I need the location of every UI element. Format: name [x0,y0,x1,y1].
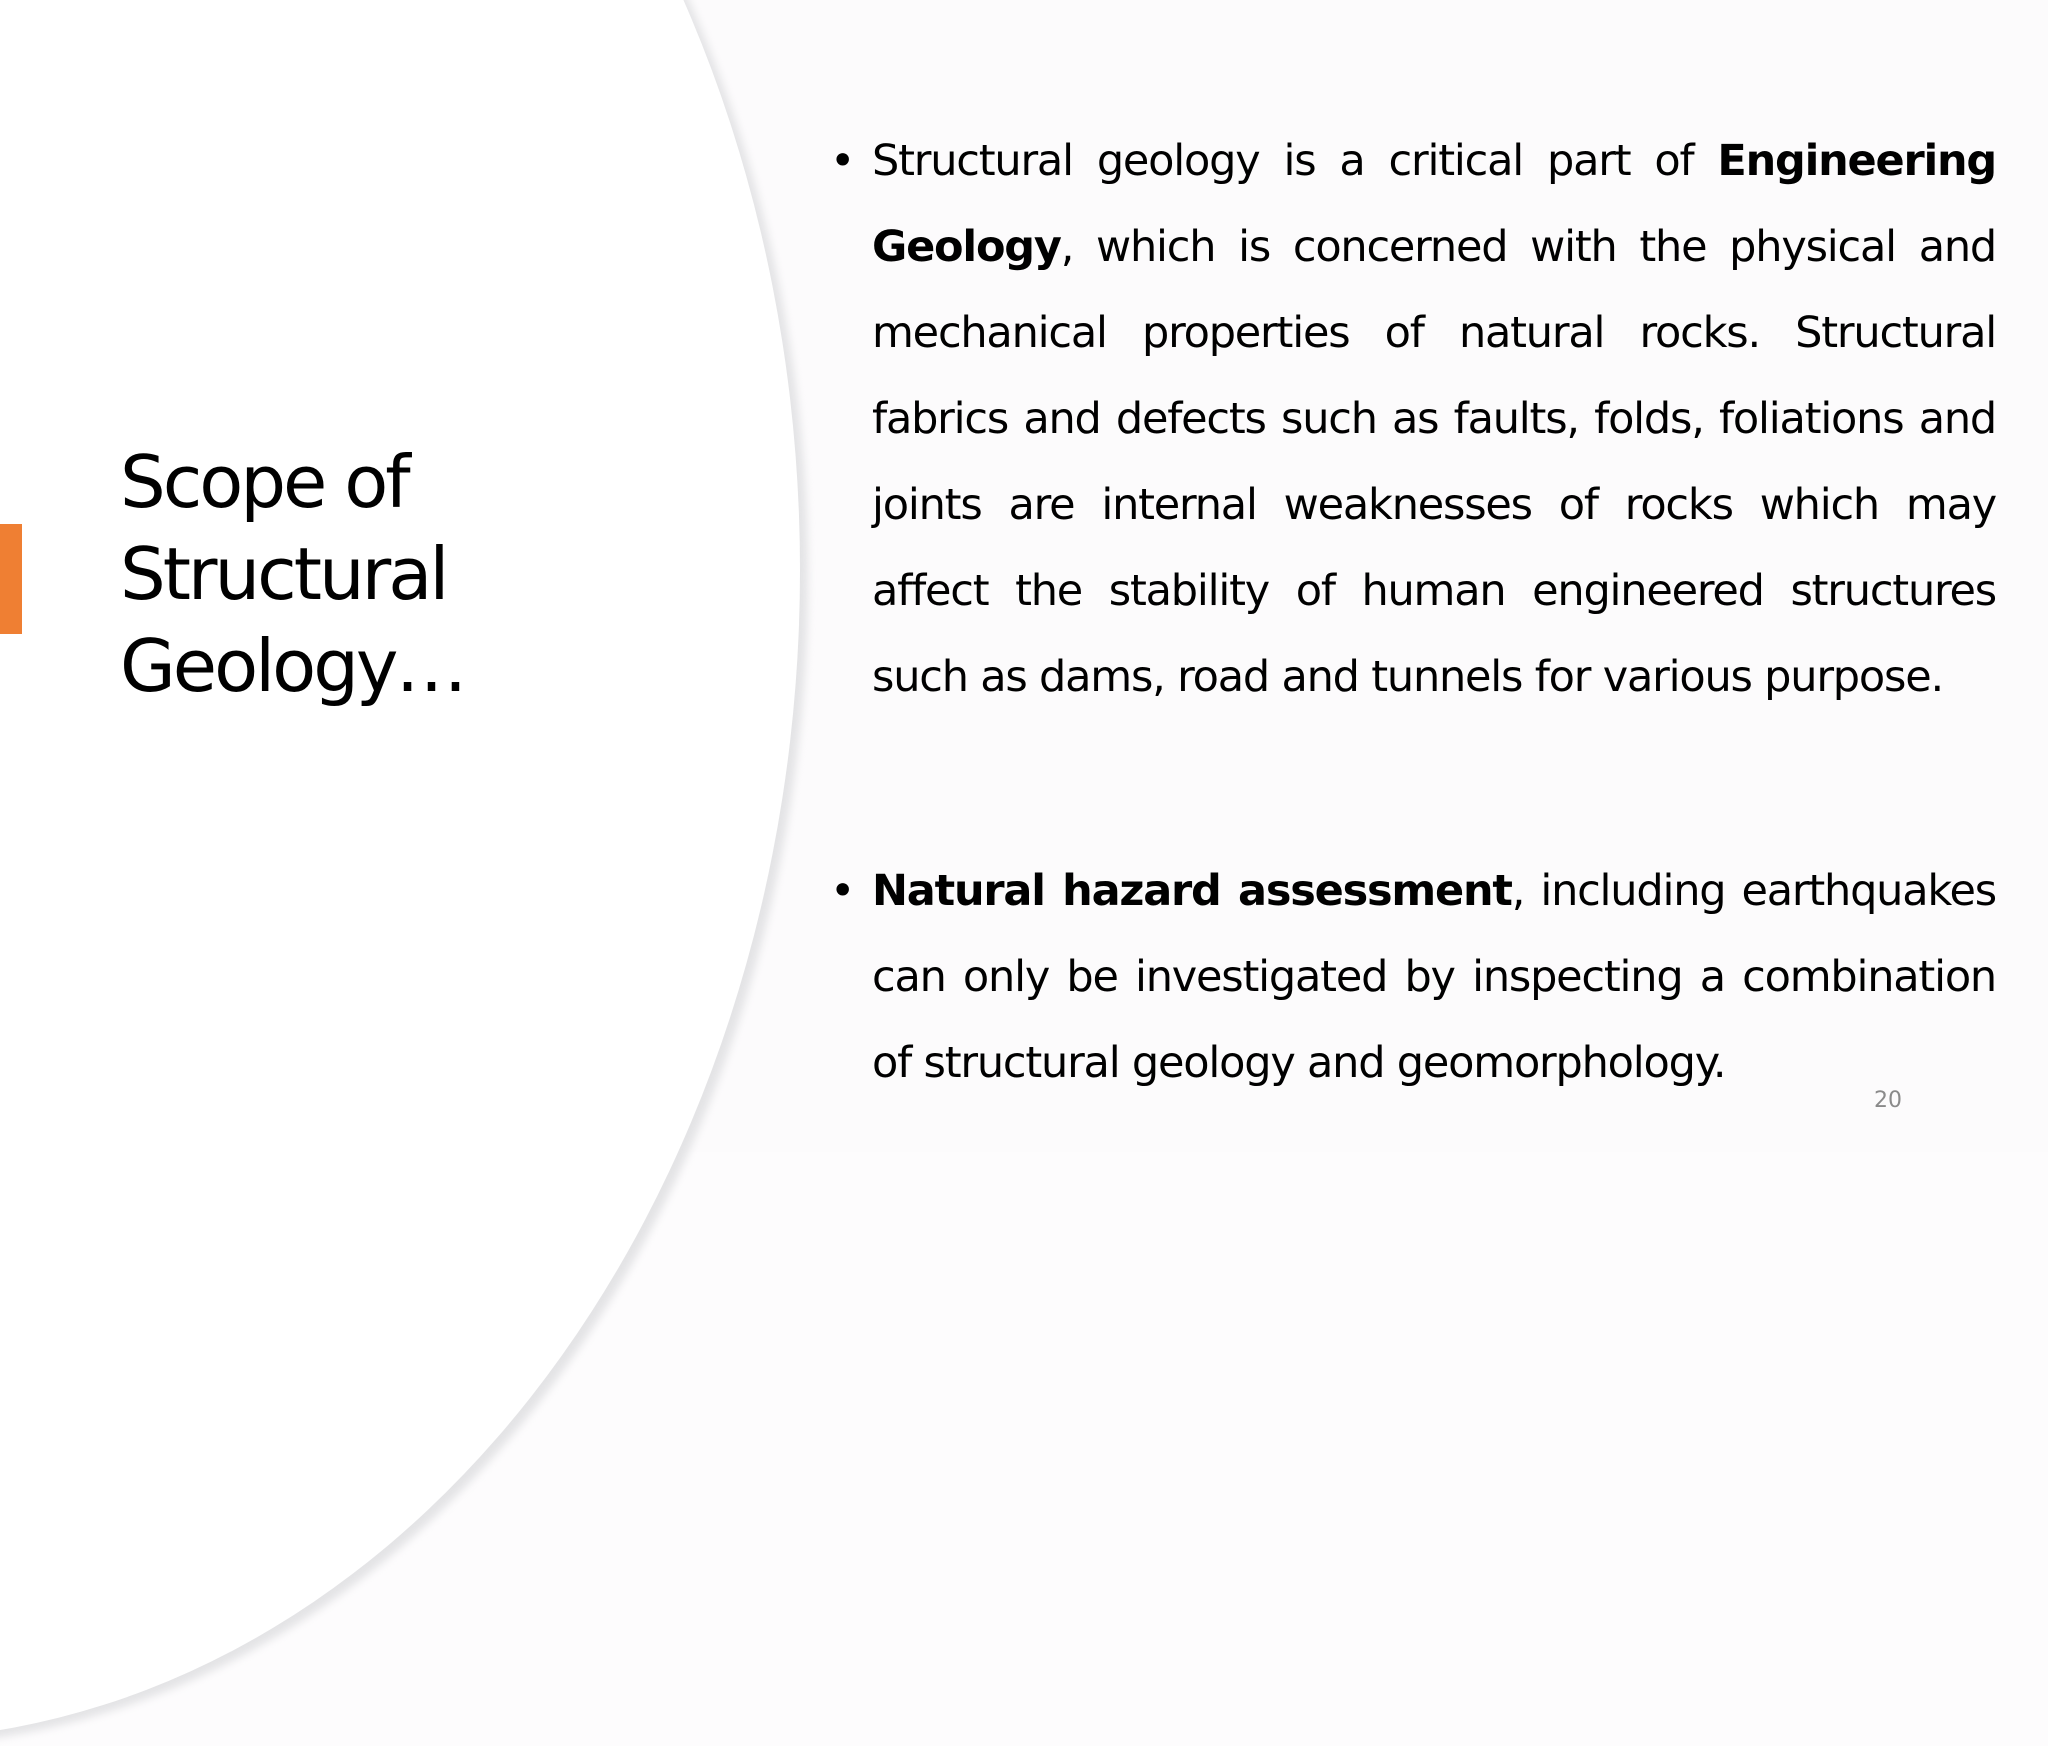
text-segment: , which is concerned with the physical and mechanical properties of natural rocks. Structural fabrics and defects such as faults, folds, foliations and joints are internal weaknesses of rocks which may affect the stability of human engineered structures such as dams, road and tunnels for various purpose. [872,222,1996,702]
text-segment: Structural geology is a critical part of [872,136,1718,186]
bold-term: Engineering Geology [872,136,1996,272]
page-number: 20 [1874,1088,1902,1113]
text-segment: , including earthquakes can only be investigated by inspecting a combination of structural geology and geomorphology. [872,866,1996,1088]
bullet-list [830,118,1996,1106]
bullet-item-natural-hazard [830,848,1996,1106]
white-arc [0,0,800,1740]
bullet-icon: • [830,136,855,186]
bullet-item-structural-geology [830,118,1996,720]
bullet-icon: • [830,866,855,916]
bullet-text [872,136,1996,702]
bold-term: Natural hazard assessment [872,866,1512,916]
bullet-text [872,866,1996,1088]
orange-accent-bar [0,524,22,634]
slide-title: Scope of Structural Geology… [120,440,465,708]
